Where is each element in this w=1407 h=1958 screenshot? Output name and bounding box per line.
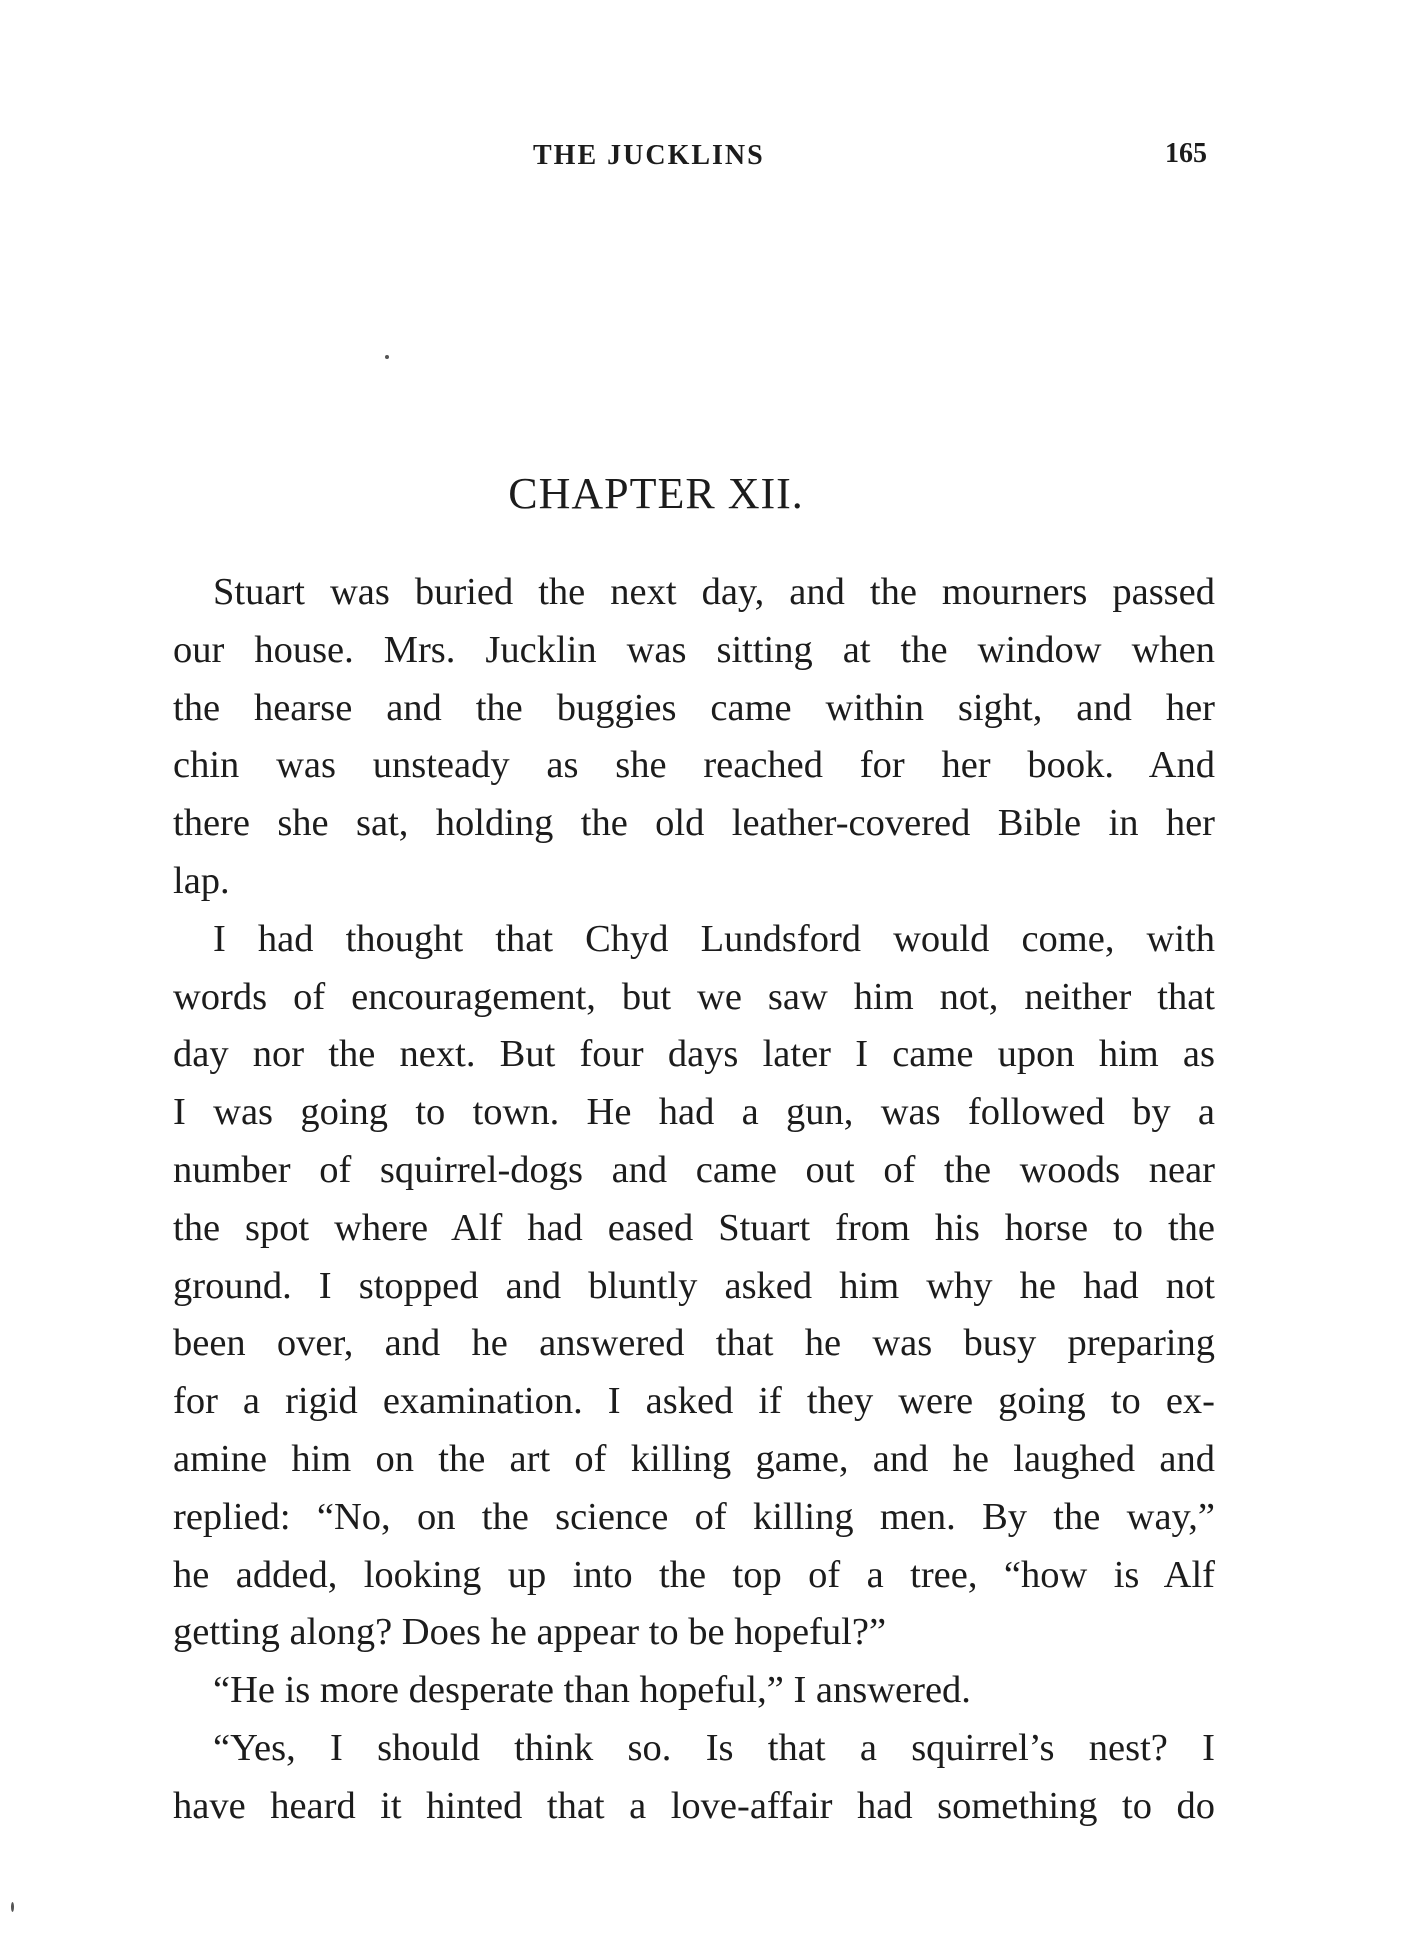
text-line: ground. I stopped and bluntly asked him why he had not xyxy=(173,1264,1215,1307)
print-speck xyxy=(385,355,389,359)
text-line: “He is more desperate than hopeful,” I answered. xyxy=(213,1669,971,1712)
text-line: there she sat, holding the old leather-covered Bible in her xyxy=(173,802,1215,845)
text-line: have heard it hinted that a love-affair had something to do xyxy=(173,1784,1215,1827)
text-line: he added, looking up into the top of a tree, “how is Alf xyxy=(173,1553,1215,1596)
text-line: I was going to town. He had a gun, was followed by a xyxy=(173,1091,1215,1134)
text-line: getting along? Does he appear to be hopeful?” xyxy=(173,1611,887,1654)
text-line: been over, and he answered that he was busy preparing xyxy=(173,1322,1215,1365)
text-line: words of encouragement, but we saw him not, neither that xyxy=(173,975,1215,1018)
text-line: amine him on the art of killing game, and he laughed and xyxy=(173,1437,1215,1480)
text-line: lap. xyxy=(173,859,230,902)
body-text xyxy=(173,564,1215,1836)
text-line: “Yes, I should think so. Is that a squirrel’s nest? I xyxy=(213,1726,1215,1769)
print-speck xyxy=(11,1902,14,1912)
running-title: THE JUCKLINS xyxy=(533,140,765,171)
text-line: replied: “No, on the science of killing men. By the way,” xyxy=(173,1495,1215,1538)
page-number: 165 xyxy=(1165,138,1207,169)
text-line: the hearse and the buggies came within sight, and her xyxy=(173,686,1215,729)
chapter-title: CHAPTER XII. xyxy=(508,469,804,518)
text-line: chin was unsteady as she reached for her book. And xyxy=(173,744,1215,787)
running-head xyxy=(0,140,1407,180)
text-line: the spot where Alf had eased Stuart from his horse to the xyxy=(173,1206,1215,1249)
text-line: I had thought that Chyd Lundsford would come, with xyxy=(213,917,1215,960)
text-line: our house. Mrs. Jucklin was sitting at the window when xyxy=(173,628,1215,671)
text-line: day nor the next. But four days later I came upon him as xyxy=(173,1033,1215,1076)
text-line: Stuart was buried the next day, and the mourners passed xyxy=(213,571,1215,613)
text-line: for a rigid examination. I asked if they were going to ex- xyxy=(173,1380,1215,1423)
text-line: number of squirrel-dogs and came out of the woods near xyxy=(173,1148,1215,1191)
